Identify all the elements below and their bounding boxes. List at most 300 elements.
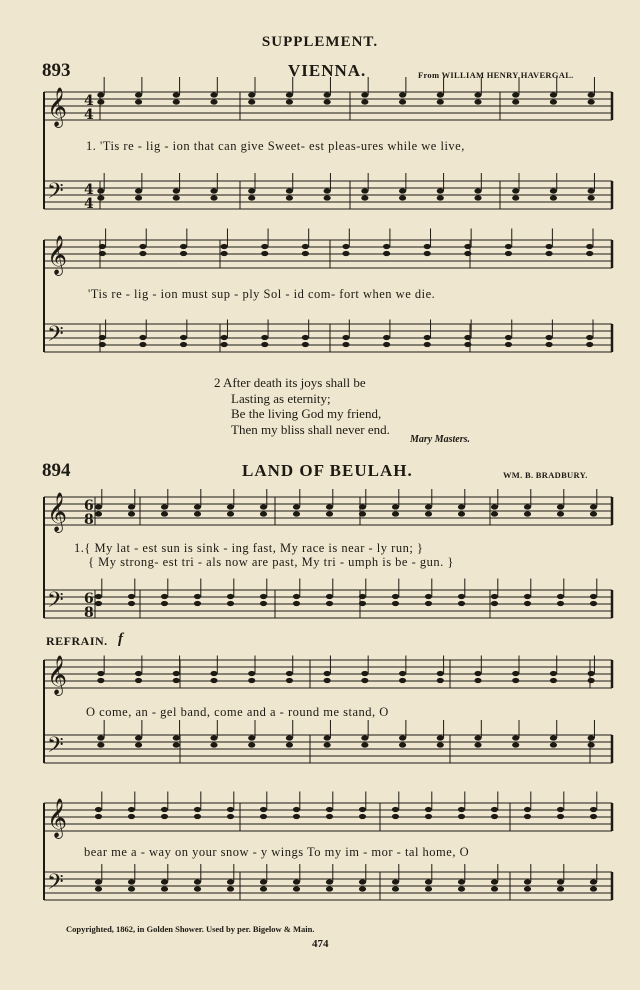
note-head [135, 99, 142, 104]
note-head [342, 244, 349, 249]
note-head [210, 195, 217, 200]
note-head [458, 886, 465, 891]
note-head [550, 92, 557, 97]
note-head [425, 594, 432, 599]
note-head [550, 678, 557, 683]
note-head [326, 601, 333, 606]
note-head [512, 195, 519, 200]
note-head [180, 244, 187, 249]
note-head [128, 511, 135, 516]
note-head [590, 504, 597, 509]
note-head [139, 251, 146, 256]
note-head [293, 879, 300, 884]
note-head [248, 735, 255, 740]
note-head [161, 594, 168, 599]
note-head [326, 807, 333, 812]
note-head [458, 807, 465, 812]
note-head [161, 879, 168, 884]
note-head [588, 678, 595, 683]
note-head [99, 335, 106, 340]
note-head [550, 188, 557, 193]
note-head [359, 504, 366, 509]
hymn-number: 893 [42, 60, 71, 81]
note-head [227, 807, 234, 812]
note-head [286, 188, 293, 193]
note-head [180, 342, 187, 347]
note-head [194, 814, 201, 819]
note-head [392, 504, 399, 509]
note-head [437, 671, 444, 676]
lyric-line: O come, an - gel band, come and a - round me stand, O [86, 705, 389, 719]
note-head [590, 511, 597, 516]
note-head [326, 814, 333, 819]
note-head [524, 879, 531, 884]
note-head [260, 504, 267, 509]
note-head [128, 814, 135, 819]
note-head [474, 671, 481, 676]
note-head [248, 188, 255, 193]
note-head [399, 671, 406, 676]
note-head [302, 244, 309, 249]
note-head [425, 886, 432, 891]
note-head [399, 92, 406, 97]
treble-clef: 𝄞 [47, 235, 68, 275]
note-head [383, 251, 390, 256]
note-head [588, 735, 595, 740]
note-head [505, 335, 512, 340]
note-head [128, 504, 135, 509]
note-head [210, 92, 217, 97]
note-head [97, 671, 104, 676]
dynamic-marking: f [118, 631, 123, 647]
note-head [180, 251, 187, 256]
note-head [424, 244, 431, 249]
note-head [361, 735, 368, 740]
note-head [424, 251, 431, 256]
note-head [512, 735, 519, 740]
note-head [293, 814, 300, 819]
note-head [139, 244, 146, 249]
note-head [194, 807, 201, 812]
note-head [359, 601, 366, 606]
note-head [210, 188, 217, 193]
note-head [99, 244, 106, 249]
note-head [458, 601, 465, 606]
note-head [324, 678, 331, 683]
note-head [392, 511, 399, 516]
note-head [221, 244, 228, 249]
note-head [424, 335, 431, 340]
refrain-label: REFRAIN. [46, 634, 108, 648]
note-head [512, 188, 519, 193]
note-head [505, 342, 512, 347]
note-head [399, 99, 406, 104]
note-head [248, 678, 255, 683]
note-head [128, 601, 135, 606]
note-head [260, 886, 267, 891]
note-head [342, 251, 349, 256]
note-head [260, 879, 267, 884]
note-head [286, 99, 293, 104]
note-head [512, 671, 519, 676]
note-head [491, 511, 498, 516]
note-head [550, 195, 557, 200]
note-head [95, 594, 102, 599]
note-head [359, 594, 366, 599]
note-head [173, 188, 180, 193]
note-head [557, 807, 564, 812]
note-head [221, 251, 228, 256]
note-head [392, 601, 399, 606]
note-head [359, 807, 366, 812]
note-head [359, 814, 366, 819]
note-head [590, 594, 597, 599]
composer-credit: From WILLIAM HENRY HAVERGAL. [418, 70, 574, 80]
note-head [342, 335, 349, 340]
note-head [586, 342, 593, 347]
note-head [392, 807, 399, 812]
note-head [524, 594, 531, 599]
note-head [248, 99, 255, 104]
note-head [545, 244, 552, 249]
note-head [173, 195, 180, 200]
note-head [474, 195, 481, 200]
note-head [361, 742, 368, 747]
note-head [293, 601, 300, 606]
note-head [326, 594, 333, 599]
note-head [505, 251, 512, 256]
note-head [194, 879, 201, 884]
note-head [361, 99, 368, 104]
note-head [286, 92, 293, 97]
note-head [99, 342, 106, 347]
note-head [550, 99, 557, 104]
note-head [261, 342, 268, 347]
composer-credit: WM. B. BRADBURY. [503, 470, 588, 480]
note-head [293, 504, 300, 509]
bass-clef: 𝄢 [47, 322, 64, 352]
note-head [491, 601, 498, 606]
note-head [221, 335, 228, 340]
note-head [302, 335, 309, 340]
note-head [135, 678, 142, 683]
note-head [286, 742, 293, 747]
note-head [261, 244, 268, 249]
note-head [210, 671, 217, 676]
note-head [550, 742, 557, 747]
note-head [588, 671, 595, 676]
note-head [260, 511, 267, 516]
note-head [425, 511, 432, 516]
note-head [221, 342, 228, 347]
treble-clef: 𝄞 [47, 798, 68, 838]
time-signature: 6 [84, 591, 94, 607]
note-head [260, 807, 267, 812]
note-head [383, 342, 390, 347]
note-head [248, 92, 255, 97]
note-head [95, 511, 102, 516]
stanza-line: 2 After death its joys shall be [214, 375, 366, 390]
note-head [161, 814, 168, 819]
note-head [227, 504, 234, 509]
note-head [586, 251, 593, 256]
stanza-line: Then my bliss shall never end. [231, 421, 390, 437]
note-head [194, 594, 201, 599]
note-head [135, 92, 142, 97]
note-head [161, 511, 168, 516]
note-head [590, 814, 597, 819]
treble-clef: 𝄞 [47, 87, 68, 127]
note-head [491, 879, 498, 884]
note-head [474, 678, 481, 683]
note-head [437, 678, 444, 683]
note-head [227, 601, 234, 606]
note-head [128, 594, 135, 599]
note-head [293, 511, 300, 516]
note-head [474, 92, 481, 97]
note-head [210, 99, 217, 104]
note-head [326, 511, 333, 516]
author-credit: Mary Masters. [410, 434, 471, 445]
note-head [588, 195, 595, 200]
note-head [293, 594, 300, 599]
time-signature: 8 [84, 512, 94, 528]
bass-clef: 𝄢 [47, 870, 64, 900]
time-signature: 4 [84, 93, 94, 109]
note-head [586, 244, 593, 249]
note-head [248, 195, 255, 200]
note-head [474, 99, 481, 104]
lyric-line: 'Tis re - lig - ion must sup - ply Sol - id com- fort when we die. [88, 287, 436, 301]
note-head [286, 671, 293, 676]
time-signature: 4 [84, 182, 94, 198]
note-head [135, 188, 142, 193]
note-head [557, 814, 564, 819]
note-head [324, 671, 331, 676]
note-head [173, 735, 180, 740]
note-head [491, 504, 498, 509]
note-head [399, 735, 406, 740]
note-head [588, 188, 595, 193]
note-head [286, 195, 293, 200]
note-head [139, 335, 146, 340]
time-signature: 4 [84, 196, 94, 212]
note-head [550, 735, 557, 740]
note-head [227, 879, 234, 884]
note-head [557, 601, 564, 606]
note-head [135, 195, 142, 200]
note-head [95, 814, 102, 819]
note-head [392, 886, 399, 891]
lyric-line: 1.{ My lat - est sun is sink - ing fast, My race is near - ly run; } [74, 541, 424, 555]
note-head [324, 99, 331, 104]
note-head [425, 814, 432, 819]
note-head [128, 879, 135, 884]
note-head [557, 504, 564, 509]
note-head [173, 742, 180, 747]
stanza-line: Be the living God my friend, [231, 406, 382, 421]
note-head [342, 342, 349, 347]
note-head [248, 671, 255, 676]
note-head [260, 601, 267, 606]
note-head [437, 735, 444, 740]
note-head [260, 814, 267, 819]
note-head [437, 92, 444, 97]
note-head [161, 886, 168, 891]
note-head [293, 886, 300, 891]
note-head [324, 195, 331, 200]
stanza-line: Lasting as eternity; [231, 390, 331, 406]
note-head [261, 335, 268, 340]
note-head [135, 742, 142, 747]
note-head [210, 735, 217, 740]
note-head [425, 879, 432, 884]
note-head [399, 195, 406, 200]
note-head [557, 886, 564, 891]
note-head [324, 742, 331, 747]
note-head [458, 511, 465, 516]
note-head [210, 678, 217, 683]
note-head [227, 814, 234, 819]
note-head [210, 742, 217, 747]
note-head [227, 886, 234, 891]
note-head [286, 678, 293, 683]
note-head [302, 342, 309, 347]
page-number: 474 [312, 938, 329, 950]
note-head [512, 99, 519, 104]
note-head [359, 886, 366, 891]
note-head [424, 342, 431, 347]
hymn-number: 894 [42, 460, 71, 481]
note-head [261, 251, 268, 256]
note-head [326, 504, 333, 509]
note-head [324, 188, 331, 193]
note-head [458, 879, 465, 884]
note-head [464, 244, 471, 249]
note-head [95, 886, 102, 891]
bass-clef: 𝄢 [47, 179, 64, 209]
note-head [458, 594, 465, 599]
note-head [588, 742, 595, 747]
note-head [464, 335, 471, 340]
note-head [286, 735, 293, 740]
bass-clef: 𝄢 [47, 588, 64, 618]
note-head [227, 511, 234, 516]
note-head [588, 99, 595, 104]
note-head [180, 335, 187, 340]
note-head [437, 742, 444, 747]
note-head [458, 504, 465, 509]
section-header: SUPPLEMENT. [261, 34, 379, 50]
treble-clef: 𝄞 [47, 655, 68, 695]
time-signature: 6 [84, 498, 94, 514]
note-head [437, 188, 444, 193]
stanza-2 [214, 375, 390, 437]
note-head [524, 886, 531, 891]
note-head [425, 601, 432, 606]
note-head [173, 678, 180, 683]
note-head [194, 886, 201, 891]
lyric-line: { My strong- est tri - als now are past, My tri - umph is be - gun. } [88, 555, 454, 569]
note-head [95, 807, 102, 812]
note-head [474, 188, 481, 193]
note-head [97, 742, 104, 747]
note-head [135, 735, 142, 740]
note-head [464, 251, 471, 256]
note-head [590, 601, 597, 606]
note-head [545, 251, 552, 256]
note-head [97, 735, 104, 740]
note-head [464, 342, 471, 347]
note-head [139, 342, 146, 347]
note-head [458, 814, 465, 819]
note-head [557, 594, 564, 599]
note-head [399, 678, 406, 683]
note-head [399, 188, 406, 193]
note-head [326, 886, 333, 891]
note-head [95, 504, 102, 509]
note-head [590, 886, 597, 891]
time-signature: 8 [84, 605, 94, 621]
note-head [173, 99, 180, 104]
note-head [524, 504, 531, 509]
note-head [383, 244, 390, 249]
note-head [524, 807, 531, 812]
note-head [293, 807, 300, 812]
note-head [590, 807, 597, 812]
note-head [437, 195, 444, 200]
note-head [361, 188, 368, 193]
note-head [97, 678, 104, 683]
note-head [135, 671, 142, 676]
note-head [474, 735, 481, 740]
note-head [524, 814, 531, 819]
note-head [491, 886, 498, 891]
note-head [586, 335, 593, 340]
note-head [550, 671, 557, 676]
note-head [97, 92, 104, 97]
note-head [545, 342, 552, 347]
note-head [161, 807, 168, 812]
note-head [361, 92, 368, 97]
note-head [99, 251, 106, 256]
note-head [95, 601, 102, 606]
bass-clef: 𝄢 [47, 733, 64, 763]
note-head [557, 879, 564, 884]
note-head [425, 807, 432, 812]
note-head [260, 594, 267, 599]
lyric-line: 1. 'Tis re - lig - ion that can give Sweet- est pleas-ures while we live, [86, 139, 465, 153]
time-signature: 4 [84, 107, 94, 123]
note-head [392, 594, 399, 599]
note-head [512, 92, 519, 97]
note-head [97, 188, 104, 193]
note-head [128, 886, 135, 891]
note-head [173, 92, 180, 97]
note-head [324, 735, 331, 740]
note-head [524, 601, 531, 606]
lyric-line: bear me a - way on your snow - y wings To my im - mor - tal home, O [84, 845, 470, 859]
note-head [194, 511, 201, 516]
note-head [248, 742, 255, 747]
tune-name: VIENNA. [288, 61, 367, 80]
note-head [361, 678, 368, 683]
note-head [161, 504, 168, 509]
note-head [383, 335, 390, 340]
treble-clef: 𝄞 [47, 492, 68, 532]
note-head [359, 511, 366, 516]
note-head [227, 594, 234, 599]
